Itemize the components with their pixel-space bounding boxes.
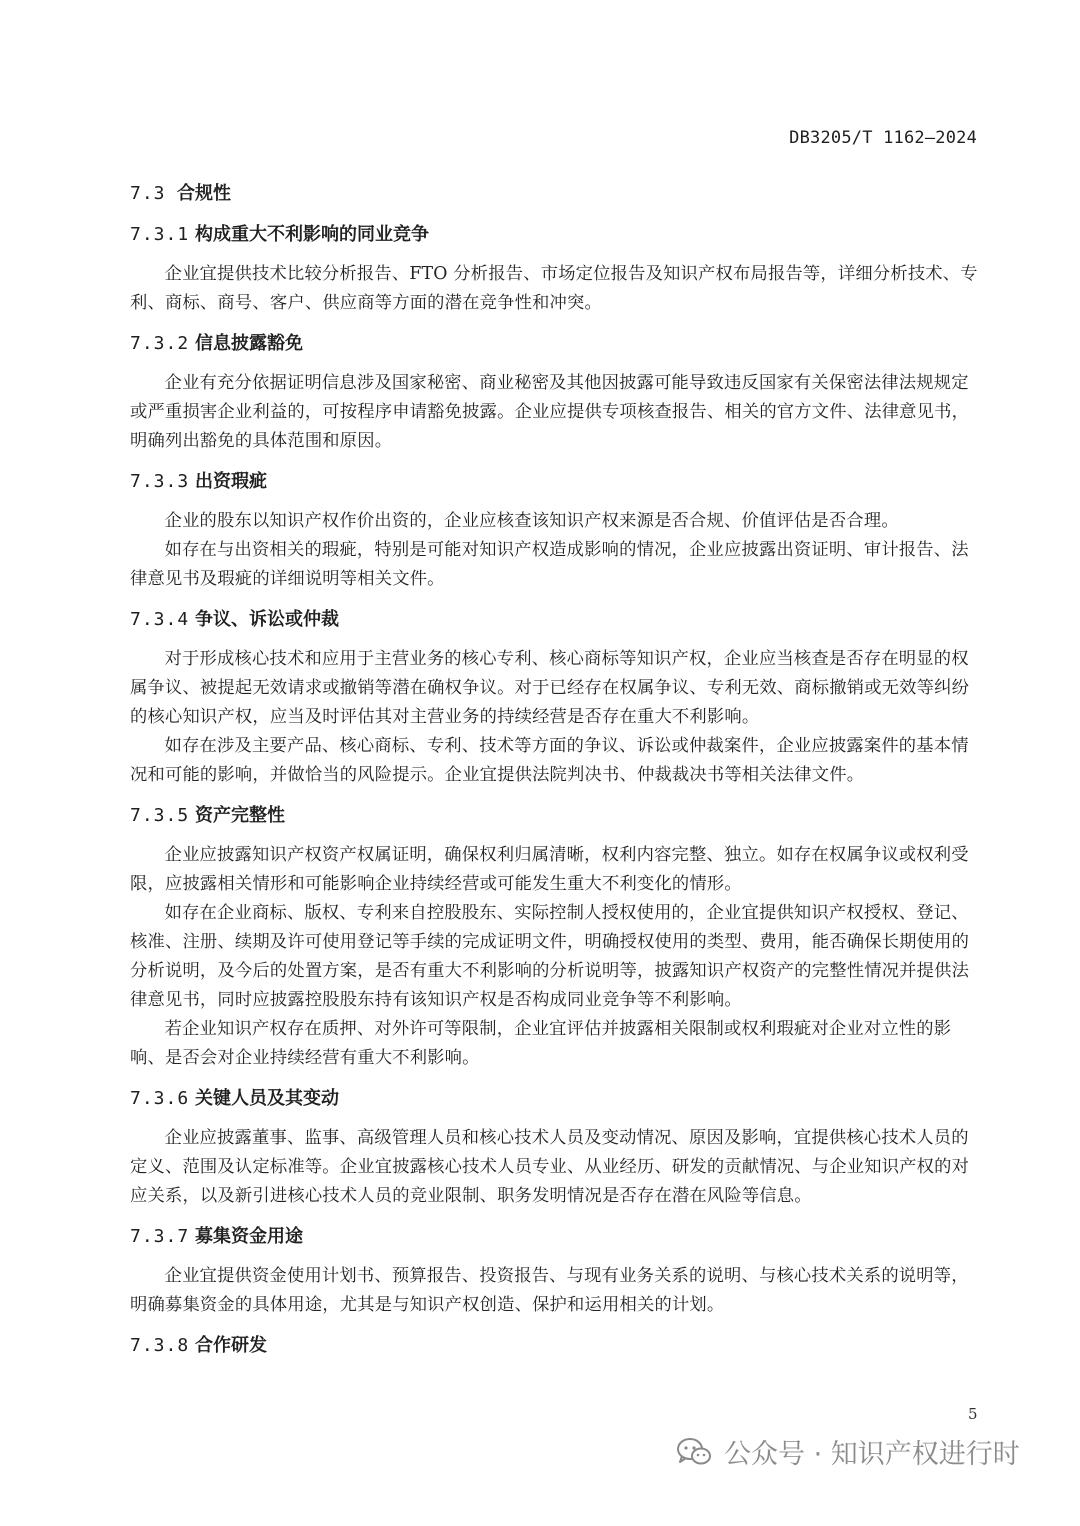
section-title: 合规性	[177, 183, 231, 204]
standard-code: DB3205/T 1162—2024	[789, 128, 977, 148]
subsection-title: 争议、诉讼或仲裁	[195, 609, 339, 630]
subsection-number: 7.3.2	[130, 333, 190, 354]
subsection-number: 7.3.4	[130, 609, 190, 630]
section-number: 7.3	[130, 183, 166, 204]
subsection-title: 构成重大不利影响的同业竞争	[195, 224, 429, 245]
paragraph: 企业有充分依据证明信息涉及国家秘密、商业秘密及其他因披露可能导致违反国家有关保密法律法规规定或严重损害企业利益的，可按程序申请豁免披露。企业应提供专项核查报告、相关的官方文件、法律意见书，明确列出豁免的具体范围和原因。	[130, 373, 970, 451]
subsection-7-3-2	[130, 329, 980, 456]
page-number: 5	[968, 1405, 978, 1423]
document-body	[130, 179, 980, 1361]
subsection-number: 7.3.5	[130, 805, 190, 826]
subsection-number: 7.3.8	[130, 1335, 190, 1356]
subsection-heading	[130, 1084, 980, 1114]
wechat-icon	[676, 1437, 712, 1467]
paragraph: 企业宜提供技术比较分析报告、FTO 分析报告、市场定位报告及知识产权布局报告等，详细分析技术、专利、商标、商号、客户、供应商等方面的潜在竞争性和冲突。	[130, 264, 978, 313]
subsection-heading	[130, 220, 980, 250]
paragraph: 对于形成核心技术和应用于主营业务的核心专利、核心商标等知识产权，企业应当核查是否存在明显的权属争议、被提起无效请求或撤销等潜在确权争议。对于已经存在权属争议、专利无效、商标撤销或无效等纠纷的核心知识产权，应当及时评估其对主营业务的持续经营是否存在重大不利影响。	[130, 649, 970, 727]
subsection-title: 信息披露豁免	[195, 333, 303, 354]
paragraph: 企业的股东以知识产权作价出资的，企业应核查该知识产权来源是否合规、价值评估是否合理。	[164, 511, 899, 531]
subsection-title: 资产完整性	[195, 805, 285, 826]
subsection-heading	[130, 605, 980, 635]
subsection-title: 出资瑕疵	[195, 471, 267, 492]
paragraph: 如存在企业商标、版权、专利来自控股股东、实际控制人授权使用的，企业宜提供知识产权授权、登记、核准、注册、续期及许可使用登记等手续的完成证明文件，明确授权使用的类型、费用，能否确保长期使用的分析说明，及今后的处置方案，是否有重大不利影响的分析说明等，披露知识产权资产的完整性情况并提供法律意见书，同时应披露控股股东持有该知识产权是否构成同业竞争等不利影响。	[130, 903, 970, 1010]
subsection-7-3-5	[130, 801, 980, 1073]
subsection-number: 7.3.3	[130, 471, 190, 492]
subsection-heading	[130, 1331, 980, 1361]
subsection-7-3-4	[130, 605, 980, 790]
paragraph: 如存在与出资相关的瑕疵，特别是可能对知识产权造成影响的情况，企业应披露出资证明、审计报告、法律意见书及瑕疵的详细说明等相关文件。	[130, 540, 969, 589]
watermark-text: 公众号 · 知识产权进行时	[724, 1439, 1020, 1470]
paragraph: 企业应披露董事、监事、高级管理人员和核心技术人员及变动情况、原因及影响，宜提供核心技术人员的定义、范围及认定标准等。企业宜披露核心技术人员专业、从业经历、研发的贡献情况、与企业知识产权的对应关系，以及新引进核心技术人员的竞业限制、职务发明情况是否存在潜在风险等信息。	[130, 1128, 970, 1206]
paragraph: 若企业知识产权存在质押、对外许可等限制，企业宜评估并披露相关限制或权利瑕疵对企业对立性的影响、是否会对企业持续经营有重大不利影响。	[130, 1019, 952, 1068]
paragraph: 企业应披露知识产权资产权属证明，确保权利归属清晰，权利内容完整、独立。如存在权属争议或权利受限，应披露相关情形和可能影响企业持续经营或可能发生重大不利变化的情形。	[130, 845, 969, 894]
subsection-7-3-6	[130, 1084, 980, 1211]
subsection-title: 关键人员及其变动	[195, 1088, 339, 1109]
subsection-heading	[130, 1222, 980, 1252]
subsection-number: 7.3.7	[130, 1226, 190, 1247]
subsection-number: 7.3.1	[130, 224, 190, 245]
subsection-heading	[130, 801, 980, 831]
subsection-7-3-3	[130, 467, 980, 594]
subsection-7-3-8	[130, 1331, 980, 1361]
subsection-title: 募集资金用途	[195, 1226, 303, 1247]
subsection-heading	[130, 467, 980, 497]
subsection-title: 合作研发	[195, 1335, 267, 1356]
subsection-number: 7.3.6	[130, 1088, 190, 1109]
section-heading	[130, 179, 980, 209]
subsection-7-3-7	[130, 1222, 980, 1320]
paragraph: 如存在涉及主要产品、核心商标、专利、技术等方面的争议、诉讼或仲裁案件，企业应披露案件的基本情况和可能的影响，并做恰当的风险提示。企业宜提供法院判决书、仲裁裁决书等相关法律文件。	[130, 736, 969, 785]
watermark	[676, 1432, 1020, 1471]
subsection-7-3-1	[130, 220, 980, 318]
subsection-heading	[130, 329, 980, 359]
paragraph: 企业宜提供资金使用计划书、预算报告、投资报告、与现有业务关系的说明、与核心技术关系的说明等，明确募集资金的具体用途，尤其是与知识产权创造、保护和运用相关的计划。	[130, 1266, 969, 1315]
